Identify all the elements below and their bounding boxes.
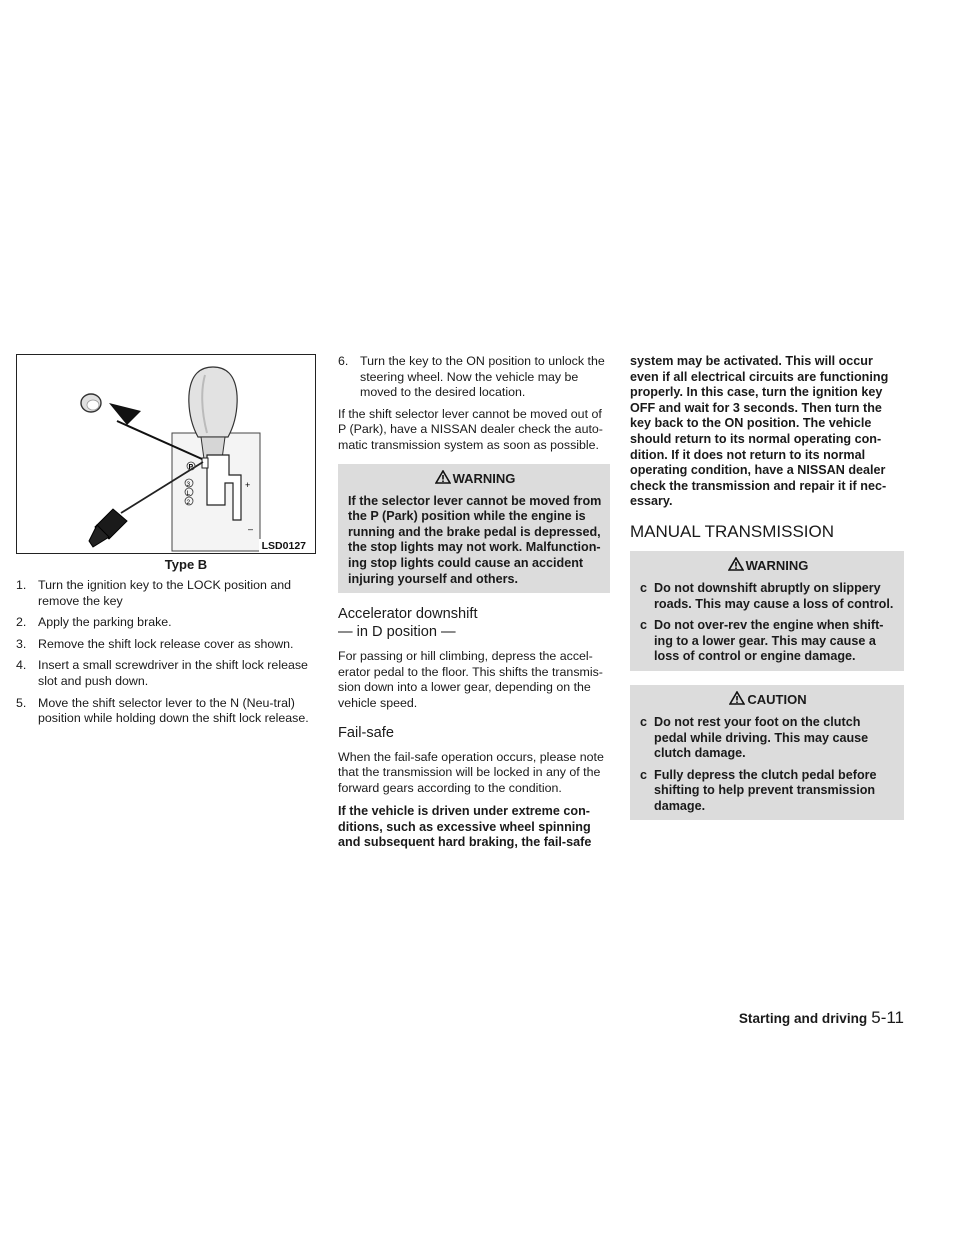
list-item: 5. Move the shift selector lever to the N (Neu-tral) position while holding down the shift lock release. xyxy=(16,695,309,726)
minus-sign: – xyxy=(248,524,254,534)
list-item: 2. Apply the parking brake. xyxy=(16,615,172,630)
bullet-icon: c xyxy=(640,714,648,729)
fail-safe-paragraph: When the fail-safe operation occurs, please note that the transmission will be locked in any of the forward gears according to the condition. xyxy=(338,749,604,795)
section-name: Starting and driving xyxy=(738,1011,868,1026)
fail-safe-bold-paragraph: If the vehicle is driven under extreme con-ditions, such as excessive wheel spinning and subsequent hard braking, the fail-safe xyxy=(338,804,592,850)
list-item: 4. Insert a small screwdriver in the shift lock release slot and push down. xyxy=(16,658,308,688)
page-number: 5-11 xyxy=(871,1008,904,1027)
figure-caption: Type B xyxy=(164,557,208,572)
bullet-icon: c xyxy=(640,580,648,595)
warning-title: WARNING xyxy=(745,557,809,573)
warning-title: WARNING xyxy=(452,470,516,486)
figure-code: LSD0127 xyxy=(259,539,309,553)
warning-text: If the selector lever cannot be moved from the P (Park) position while the engine is running and the brake pedal is depressed, the stop lights may not work. Malfunction-ing stop lights could cause an accident injuring yourself and others. xyxy=(348,493,602,586)
bullet-icon: c xyxy=(640,618,648,633)
list-item: c Do not downshift abruptly on slippery roads. This may cause a loss of control. xyxy=(640,580,894,611)
steps-list-2 xyxy=(338,354,610,401)
warning-box-1 xyxy=(338,464,610,594)
warning-triangle-icon xyxy=(435,470,451,487)
page-footer xyxy=(600,1008,904,1028)
gear-label-2: 2 xyxy=(186,499,191,506)
steps-list-1 xyxy=(16,578,316,727)
list-item: 3. Remove the shift lock release cover as shown. xyxy=(16,636,294,651)
column-1 xyxy=(16,354,316,733)
park-paragraph: If the shift selector lever cannot be moved out of P (Park), have a NISSAN dealer check the auto-matic transmission system as soon as possible. xyxy=(338,406,603,452)
list-item: c Do not rest your foot on the clutch pedal while driving. This may cause clutch damage. xyxy=(640,714,869,761)
gear-label-3: 3 xyxy=(186,481,191,488)
shift-lock-figure xyxy=(16,354,316,554)
warning-box-2 xyxy=(630,551,904,671)
heading-manual-transmission: MANUAL TRANSMISSION xyxy=(630,521,835,541)
gear-label-p: P xyxy=(188,464,194,471)
bullet-icon: c xyxy=(640,767,648,782)
heading-accelerator-downshift: Accelerator downshift — in D position — xyxy=(338,606,478,641)
list-item: c Fully depress the clutch pedal before shifting to help prevent transmission damage. xyxy=(640,767,877,813)
list-item: c Do not over-rev the engine when shift-ing to a lower gear. This may cause a loss of control or engine damage. xyxy=(640,618,884,664)
plus-sign: + xyxy=(245,480,251,490)
accelerator-paragraph: For passing or hill climbing, depress the accel-erator pedal to the floor. This shifts the transmis-sion down into a lower gear, depending on the vehicle speed. xyxy=(338,649,603,710)
column-3 xyxy=(630,354,904,828)
shift-lock-illustration xyxy=(17,355,315,553)
gear-label-l: L xyxy=(186,490,191,497)
heading-fail-safe: Fail-safe xyxy=(338,724,394,741)
caution-triangle-icon xyxy=(729,691,745,708)
list-item: 6. Turn the key to the ON position to unlock the steering wheel. Now the vehicle may be moved to the desired location. xyxy=(338,354,605,400)
warning-triangle-icon xyxy=(728,557,744,574)
list-item: 1. Turn the ignition key to the LOCK position and remove the key xyxy=(16,578,292,608)
fail-safe-bold-continued: system may be activated. This will occur even if all electrical circuits are functioning properly. In this case, turn the ignition key OFF and wait for 3 seconds. Then turn the key back to the ON position. The vehicle should return to its normal operating con-dition. If it does not return to its normal operating condition, have a NISSAN dealer check the transmission and repair it if nec-essary. xyxy=(630,354,889,509)
caution-box xyxy=(630,685,904,821)
caution-title: CAUTION xyxy=(747,691,807,707)
column-2 xyxy=(338,354,610,851)
